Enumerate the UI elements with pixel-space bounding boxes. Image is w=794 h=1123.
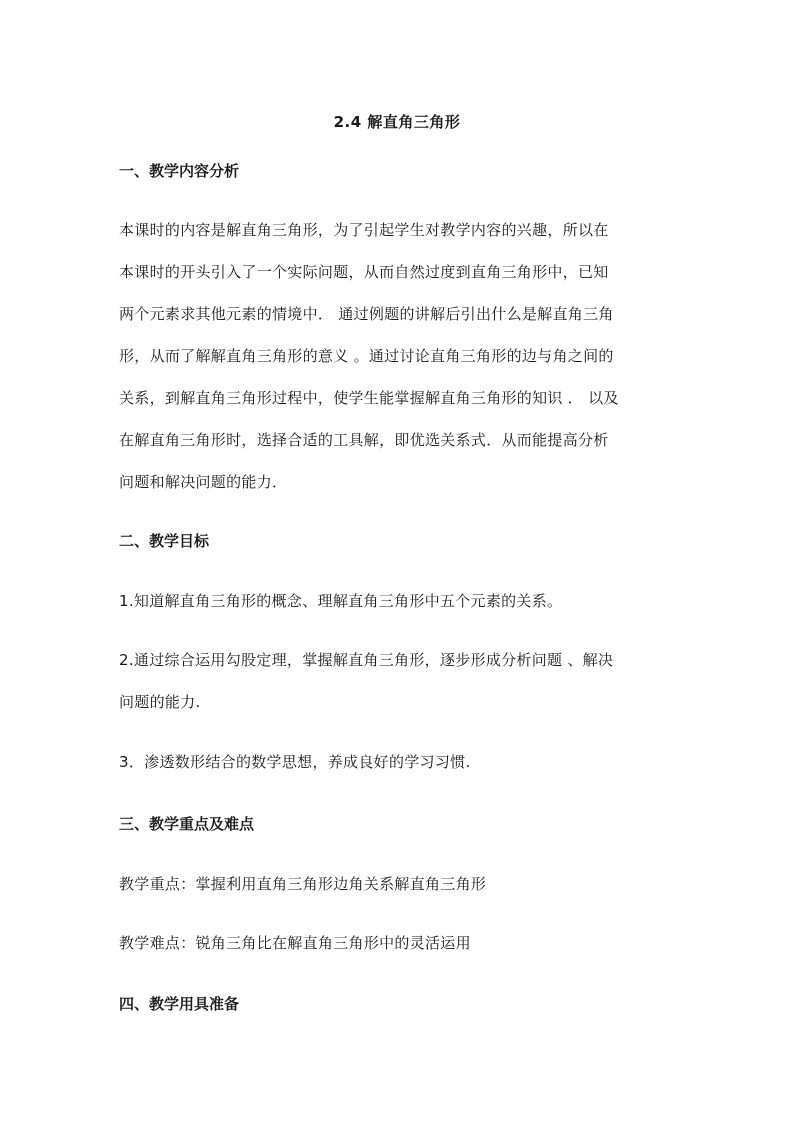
goal-item-2-line-2: 问题的能力.: [119, 693, 201, 711]
section-heading-content-analysis: 一、教学内容分析: [119, 162, 240, 180]
section-heading-teaching-goals: 二、教学目标: [119, 532, 210, 550]
key-point-text: 教学重点：掌握利用直角三角形边角关系解直角三角形: [119, 875, 487, 893]
goal-item-2-line-1: 2.通过综合运用勾股定理，掌握解直角三角形，逐步形成分析问题 、解决: [119, 651, 614, 669]
paragraph-line: 在解直角三角形时，选择合适的工具解，即优选关系式．从而能提高分析: [119, 431, 609, 449]
paragraph-line: 本课时的内容是解直角三角形，为了引起学生对教学内容的兴趣，所以在: [119, 221, 609, 239]
difficult-point-text: 教学难点：锐角三角比在解直角三角形中的灵活运用: [119, 934, 471, 952]
section-heading-key-points: 三、教学重点及难点: [119, 815, 255, 833]
section-heading-teaching-tools: 四、教学用具准备: [119, 995, 240, 1013]
document-title: 2.4 解直角三角形: [333, 113, 461, 131]
goal-item-3: 3．渗透数形结合的数学思想，养成良好的学习习惯.: [119, 753, 471, 771]
paragraph-line: 问题和解决问题的能力．: [119, 473, 288, 491]
paragraph-line: 本课时的开头引入了一个实际问题，从而自然过度到直角三角形中，已知: [119, 263, 609, 281]
paragraph-line: 两个元素求其他元素的情境中． 通过例题的讲解后引出什么是解直角三角: [119, 305, 614, 323]
paragraph-line: 关系，到解直角三角形过程中，使学生能掌握解直角三角形的知识 ． 以及: [119, 389, 619, 407]
paragraph-line: 形，从而了解解直角三角形的意义 。通过讨论直角三角形的边与角之间的: [119, 347, 614, 365]
goal-item-1: 1.知道解直角三角形的概念、理解直角三角形中五个元素的关系。: [119, 592, 563, 610]
